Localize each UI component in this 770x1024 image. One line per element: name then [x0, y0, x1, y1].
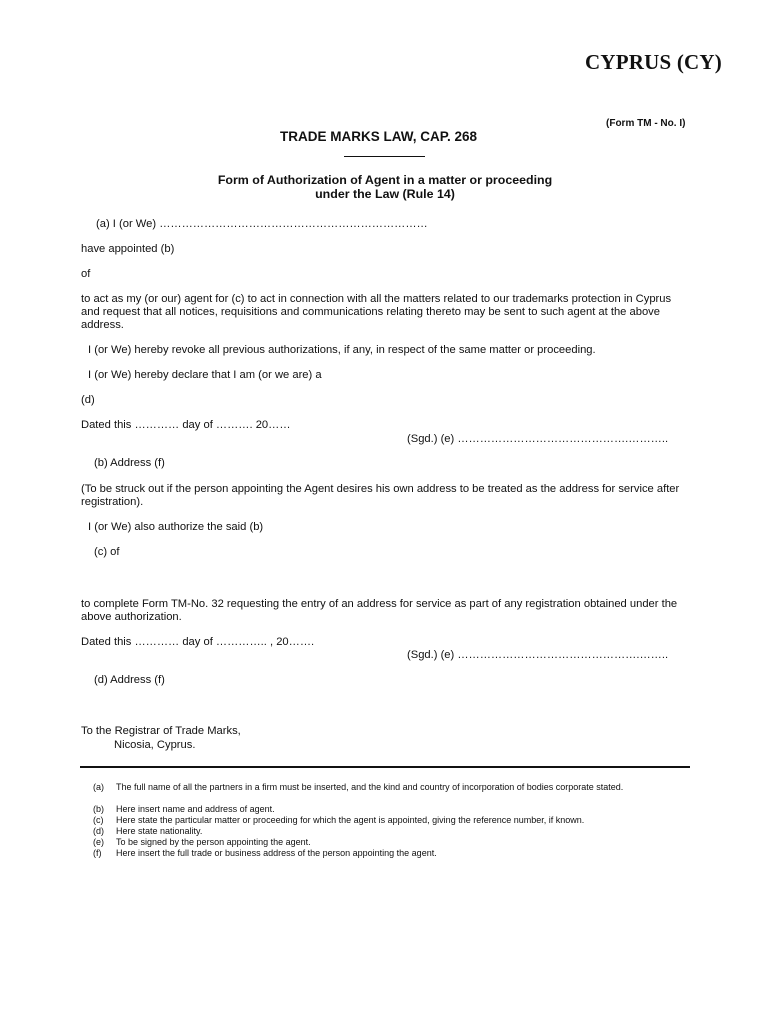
form-heading-line2: under the Law (Rule 14) [315, 187, 455, 201]
law-title: TRADE MARKS LAW, CAP. 268 [280, 129, 478, 144]
registrar-line-1: To the Registrar of Trade Marks, [81, 725, 241, 737]
c-of-line: (c) of [94, 546, 120, 558]
footnote-c-text: Here state the particular matter or proceeding for which the agent is appointed, giving the reference number, if known. [116, 815, 585, 825]
struck-out-paragraph: (To be struck out if the person appointing the Agent desires his own address to be treated as the address for service after registration). [81, 483, 680, 508]
nationality-line: (d) [81, 394, 95, 406]
dated-line-1: Dated this ………… day of ………. 20…… [81, 419, 291, 431]
footnote-b-letter: (b) [93, 804, 104, 814]
footnote-a-letter: (a) [93, 782, 104, 792]
of-line: of [81, 268, 91, 280]
footnote-a-text: The full name of all the partners in a firm must be inserted, and the kind and country of incorporation of bodies corporate stated. [116, 782, 624, 792]
title-divider [344, 156, 425, 157]
footnote-d-letter: (d) [93, 826, 104, 836]
signature-line-2: (Sgd.) (e) ………………………………………….…….. [407, 649, 669, 661]
footnote-e-letter: (e) [93, 837, 104, 847]
appointed-line: have appointed (b) [81, 243, 175, 255]
act-paragraph: to act as my (or our) agent for (c) to act in connection with all the matters related to our trademarks protection in Cyprus and request that all notices, requisitions and communications relating thereto may be sent to such agent at the above address. [81, 293, 672, 331]
footnote-c-letter: (c) [93, 815, 104, 825]
footnote-divider [80, 766, 690, 768]
footnote-f-text: Here insert the full trade or business address of the person appointing the agent. [116, 848, 437, 858]
form-number: (Form TM - No. I) [606, 118, 686, 129]
footnote-d-text: Here state nationality. [116, 826, 203, 836]
revoke-line: I (or We) hereby revoke all previous authorizations, if any, in respect of the same matter or proceeding. [88, 344, 596, 356]
registrar-line-2: Nicosia, Cyprus. [114, 739, 196, 751]
address-line-d: (d) Address (f) [94, 674, 165, 686]
declare-line: I (or We) hereby declare that I am (or we are) a [88, 369, 322, 381]
address-line-b: (b) Address (f) [94, 457, 165, 469]
country-title: CYPRUS (CY) [585, 50, 722, 74]
also-authorize-line: I (or We) also authorize the said (b) [88, 521, 264, 533]
complete-form-paragraph: to complete Form TM-No. 32 requesting the entry of an address for service as part of any registration obtained under the above authorization. [81, 598, 678, 623]
dated-line-2: Dated this ………… day of ………….. , 20……. [81, 636, 315, 648]
form-heading-line1: Form of Authorization of Agent in a matter or proceeding [217, 173, 553, 187]
signature-line-1: (Sgd.) (e) ……………………………………….……….. [407, 433, 669, 445]
footnote-b-text: Here insert name and address of agent. [116, 804, 275, 814]
footnote-f-letter: (f) [93, 848, 102, 858]
footnote-e-text: To be signed by the person appointing the agent. [116, 837, 311, 847]
principal-name-line: (a) I (or We) ……………………………………………………………… [96, 218, 428, 230]
